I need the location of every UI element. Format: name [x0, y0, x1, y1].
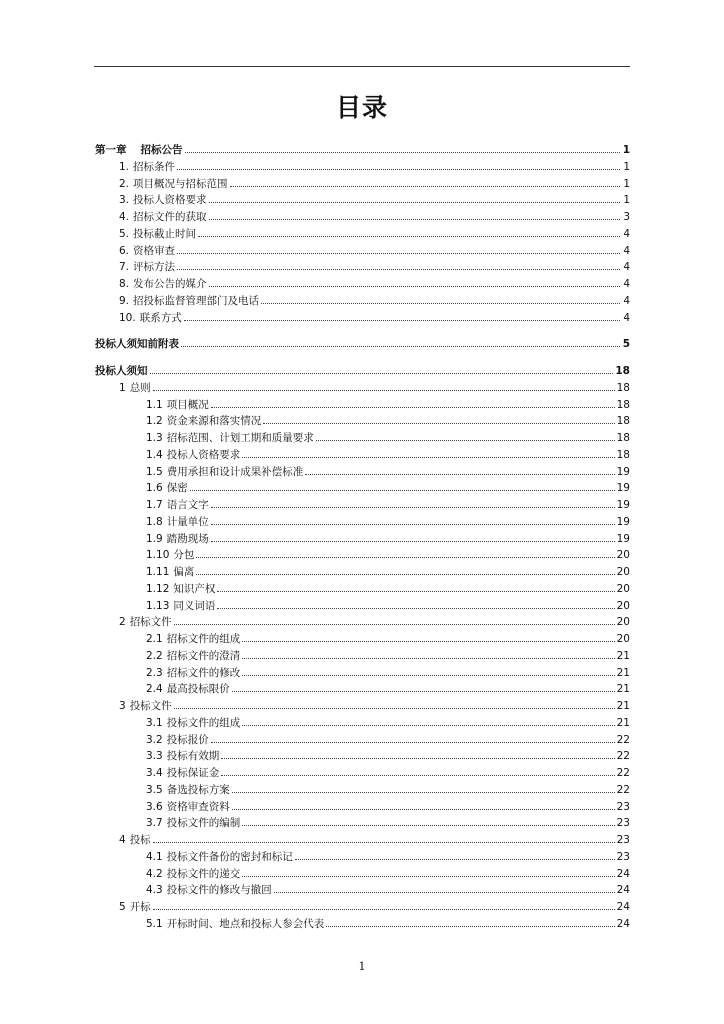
- toc-entry-title: 投标: [129, 834, 151, 846]
- toc-entry-title: 投标人须知前附表: [95, 338, 179, 351]
- page-title: 目录: [335, 93, 388, 122]
- toc-leader-dots: [263, 413, 614, 424]
- toc-entry-label: [146, 681, 230, 698]
- toc-leader-dots: [196, 564, 614, 575]
- toc-entry[interactable]: [95, 176, 630, 193]
- toc-leader-dots: [242, 715, 614, 726]
- toc-entry-page: 22: [616, 783, 630, 796]
- toc-entry-label: [119, 276, 207, 293]
- toc-entry-page: 4: [623, 261, 630, 274]
- toc-entry-title: 投标文件的递交: [166, 867, 241, 880]
- toc-entry-number: 3.7: [146, 817, 163, 830]
- toc-entry-page: 19: [616, 499, 630, 511]
- toc-entry-number: 3.2: [146, 733, 163, 746]
- toc-entry-number: 2.: [119, 177, 130, 190]
- toc-entry-number: 3.3: [146, 750, 163, 763]
- toc-entry[interactable]: [95, 598, 630, 615]
- page-number: 1: [358, 960, 366, 973]
- toc-leader-dots: [232, 782, 615, 793]
- toc-leader-dots: [242, 447, 614, 458]
- header-rule: [94, 66, 630, 67]
- toc-entry-page: 18: [616, 398, 630, 411]
- toc-entry[interactable]: [95, 397, 630, 414]
- toc-leader-dots: [198, 226, 620, 237]
- toc-entry-title: 投标人资格要求: [166, 448, 241, 461]
- toc-entry[interactable]: [95, 159, 630, 176]
- toc-entry-label: [146, 882, 272, 899]
- toc-entry[interactable]: [95, 732, 630, 749]
- toc-leader-dots: [209, 192, 620, 203]
- toc-entry-page: 19: [616, 482, 630, 495]
- toc-entry-number: 1.: [119, 160, 130, 173]
- toc-entry-title: 投标报价: [166, 733, 209, 746]
- toc-entry-label: [146, 732, 209, 749]
- toc-entry-title: 发布公告的媒介: [133, 278, 207, 290]
- toc-entry-number: 9.: [119, 294, 130, 307]
- toc-entry-title: 项目概况与招标范围: [133, 177, 228, 190]
- toc-entry-label: [146, 815, 240, 832]
- toc-entry-title: 投标保证金: [166, 767, 220, 779]
- toc-entry-title: 语言文字: [166, 499, 209, 511]
- toc-entry-page: 20: [616, 616, 630, 629]
- toc-entry-page: 19: [616, 465, 630, 478]
- toc-entry-page: 19: [616, 515, 630, 528]
- toc-entry-number: 1.8: [146, 515, 163, 528]
- toc-entry-label: [119, 832, 151, 849]
- toc-leader-dots: [153, 832, 615, 843]
- toc-entry[interactable]: [95, 142, 630, 159]
- toc-entry[interactable]: [95, 226, 630, 243]
- toc-leader-dots: [177, 243, 620, 254]
- toc-entry-page: 24: [616, 901, 630, 913]
- toc-entry-number: 4.1: [146, 850, 163, 863]
- toc-entry-title: 资金来源和落实情况: [166, 415, 262, 428]
- toc-entry-label: [146, 397, 209, 414]
- toc-entry-number: 3.5: [146, 783, 163, 796]
- toc-entry-label: [146, 581, 215, 598]
- toc-entry-number: 5.1: [146, 917, 163, 930]
- toc-entry-title: 保密: [166, 482, 188, 495]
- toc-entry[interactable]: [95, 665, 630, 682]
- toc-entry[interactable]: [95, 243, 630, 260]
- toc-entry-number: 4.2: [146, 867, 163, 880]
- toc-entry-title: 招标文件: [129, 616, 172, 629]
- toc-entry-title: 总则: [129, 381, 151, 394]
- toc-leader-dots: [232, 799, 615, 810]
- toc-entry-page: 23: [616, 817, 630, 830]
- toc-entry-page: 22: [616, 767, 630, 779]
- toc-leader-dots: [211, 732, 615, 743]
- toc-entry-title: 投标截止时间: [133, 227, 197, 240]
- toc-entry-number: 2.4: [146, 683, 163, 696]
- toc-entry-page: 23: [616, 834, 630, 846]
- toc-entry-title: 投标文件的组成: [166, 716, 241, 729]
- toc-entry-label: [146, 916, 324, 933]
- toc-entry-title: 招标文件的澄清: [166, 649, 241, 662]
- toc-entry-label: [146, 497, 209, 514]
- toc-leader-dots: [150, 363, 614, 374]
- toc-entry-title: 投标人须知: [95, 365, 148, 377]
- toc-entry-page: 24: [616, 917, 630, 930]
- toc-entry-number: 4.: [119, 211, 130, 223]
- toc-entry-label: [119, 243, 175, 260]
- toc-entry-number: 2: [119, 616, 126, 629]
- toc-entry-title: 招标文件的组成: [166, 633, 241, 645]
- toc-entry-page: 21: [616, 649, 630, 662]
- toc-entry[interactable]: [95, 276, 630, 293]
- toc-entry-title: 投标有效期: [166, 750, 220, 763]
- toc-entry-number: 7.: [119, 261, 130, 274]
- toc-entry-number: 5.: [119, 227, 130, 240]
- toc-entry[interactable]: [95, 614, 630, 631]
- toc-entry-page: 18: [616, 381, 630, 394]
- toc-entry-number: 2.2: [146, 649, 163, 662]
- toc-entry-page: 21: [616, 716, 630, 729]
- toc-entry[interactable]: [95, 815, 630, 832]
- toc-leader-dots: [185, 142, 621, 153]
- toc-entry-page: 20: [616, 633, 630, 645]
- toc-entry-title: 招标公告: [140, 144, 183, 156]
- toc-entry-label: [146, 464, 303, 481]
- toc-entry-page: 23: [616, 850, 630, 863]
- toc-entry-label: [146, 547, 194, 564]
- toc-entry-title: 招标文件的获取: [133, 211, 207, 223]
- toc-leader-dots: [242, 648, 614, 659]
- toc-leader-dots: [177, 259, 620, 270]
- toc-entry[interactable]: [95, 514, 630, 531]
- toc-leader-dots: [190, 480, 615, 491]
- toc-entry-title: 踏勘现场: [166, 532, 209, 545]
- toc-entry-title: 分包: [173, 549, 195, 562]
- toc-entry[interactable]: [95, 259, 630, 276]
- toc-entry[interactable]: [95, 849, 630, 866]
- toc-entry[interactable]: [95, 464, 630, 481]
- toc-entry-page: 4: [623, 294, 630, 307]
- toc-leader-dots: [177, 159, 620, 170]
- toc-leader-dots: [261, 293, 620, 304]
- toc-leader-dots: [305, 464, 614, 475]
- toc-entry-label: [146, 665, 240, 682]
- toc-entry-label: [119, 698, 172, 715]
- toc-entry[interactable]: [95, 698, 630, 715]
- toc-entry-title: 知识产权: [173, 582, 216, 595]
- toc-entry-label: [146, 799, 230, 816]
- toc-entry-number: 1.11: [146, 566, 170, 578]
- toc-leader-dots: [209, 276, 620, 287]
- toc-entry-page: 22: [616, 750, 630, 763]
- toc-entry-title: 评标方法: [133, 261, 176, 274]
- toc-entry-number: 3: [119, 700, 126, 712]
- toc-entry[interactable]: [95, 631, 630, 648]
- toc-entry-title: 最高投标限价: [166, 683, 230, 696]
- toc-entry-title: 投标文件: [129, 700, 172, 712]
- toc-entry-label: [119, 259, 175, 276]
- toc-entry-label: [146, 748, 219, 765]
- toc-entry-page: 20: [616, 566, 630, 578]
- toc-entry-number: 1.5: [146, 465, 163, 478]
- toc-leader-dots: [326, 916, 614, 927]
- toc-entry[interactable]: [95, 413, 630, 430]
- toc-entry[interactable]: [95, 497, 630, 514]
- toc-entry-number: 1.6: [146, 482, 163, 495]
- toc-entry[interactable]: [95, 531, 630, 548]
- toc-entry-number: 1.4: [146, 448, 163, 461]
- toc-leader-dots: [153, 899, 615, 910]
- toc-entry-page: 1: [623, 194, 630, 207]
- toc-entry[interactable]: [95, 447, 630, 464]
- toc-leader-dots: [184, 310, 620, 321]
- toc-entry-number: 6.: [119, 244, 130, 257]
- toc-entry-page: 21: [616, 700, 630, 712]
- toc-entry-title: 投标文件的修改与撤回: [166, 884, 272, 897]
- toc-entry[interactable]: [95, 832, 630, 849]
- toc-entry-page: 1: [623, 160, 630, 173]
- toc-entry-label: [146, 598, 215, 615]
- toc-entry[interactable]: [95, 363, 630, 380]
- toc-entry-page: 24: [616, 884, 630, 897]
- toc-entry-number: 4.3: [146, 884, 163, 897]
- toc-entry-number: 3.4: [146, 767, 163, 779]
- toc-entry-label: [95, 363, 148, 380]
- toc-entry[interactable]: [95, 209, 630, 226]
- toc-leader-dots: [230, 176, 620, 187]
- toc-entry-label: [146, 480, 188, 497]
- toc-entry-page: 18: [616, 415, 630, 428]
- toc-entry-page: 4: [623, 311, 630, 324]
- toc-entry-title: 项目概况: [166, 398, 209, 411]
- toc-entry-number: 1.3: [146, 432, 163, 444]
- toc-entry-label: [146, 631, 240, 648]
- toc-entry-label: [146, 531, 209, 548]
- toc-entry[interactable]: [95, 564, 630, 581]
- toc-entry-title: 招投标监督管理部门及电话: [133, 294, 260, 307]
- toc-entry-page: 19: [616, 532, 630, 545]
- toc-entry-label: [146, 866, 240, 883]
- toc-entry-page: 18: [616, 448, 630, 461]
- toc-entry-number: 8.: [119, 278, 130, 290]
- toc-entry-label: [119, 310, 182, 327]
- toc-entry-label: [146, 849, 293, 866]
- toc-entry-title: 费用承担和设计成果补偿标准: [166, 465, 304, 478]
- toc-leader-dots: [217, 598, 614, 609]
- toc-entry-number: 3.6: [146, 800, 163, 813]
- toc-entry-title: 招标范围、计划工期和质量要求: [166, 432, 314, 444]
- toc-gap: [95, 326, 630, 336]
- toc-entry-title: 招标文件的修改: [166, 666, 241, 679]
- toc-entry-label: [146, 648, 240, 665]
- toc-entry-page: 18: [616, 432, 630, 444]
- toc-entry[interactable]: [95, 192, 630, 209]
- toc-entry-title: 开标时间、地点和投标人参会代表: [166, 917, 325, 930]
- toc-entry-page: 4: [623, 278, 630, 290]
- toc-entry-number: 2.3: [146, 666, 163, 679]
- toc-entry[interactable]: [95, 748, 630, 765]
- toc-entry[interactable]: [95, 310, 630, 327]
- toc-leader-dots: [211, 497, 615, 508]
- toc-entry-title: 联系方式: [139, 311, 182, 324]
- toc-entry[interactable]: [95, 380, 630, 397]
- toc-leader-dots: [242, 631, 614, 642]
- toc-entry[interactable]: [95, 681, 630, 698]
- table-of-contents: [95, 142, 630, 933]
- toc-entry-page: 22: [616, 733, 630, 746]
- toc-entry-label: [146, 765, 219, 782]
- toc-entry[interactable]: [95, 899, 630, 916]
- toc-entry[interactable]: [95, 293, 630, 310]
- toc-entry-title: 备选投标方案: [166, 783, 230, 796]
- toc-entry-page: 4: [623, 244, 630, 257]
- toc-entry-label: [146, 514, 209, 531]
- toc-leader-dots: [316, 430, 615, 441]
- toc-entry[interactable]: [95, 715, 630, 732]
- toc-leader-dots: [211, 514, 615, 525]
- toc-gap: [95, 353, 630, 363]
- toc-leader-dots: [153, 380, 615, 391]
- toc-entry-number: 10.: [119, 311, 136, 324]
- toc-entry-number: 5: [119, 901, 126, 913]
- toc-entry-page: 1: [623, 177, 630, 190]
- toc-leader-dots: [174, 614, 615, 625]
- toc-entry-number: 第一章: [95, 144, 127, 156]
- toc-entry-label: [146, 782, 230, 799]
- toc-entry-page: 24: [616, 867, 630, 880]
- toc-entry[interactable]: [95, 782, 630, 799]
- toc-entry-label: [119, 176, 228, 193]
- toc-entry[interactable]: [95, 648, 630, 665]
- toc-entry-label: [119, 209, 207, 226]
- toc-entry[interactable]: [95, 799, 630, 816]
- toc-entry-page: 20: [616, 599, 630, 612]
- toc-leader-dots: [242, 815, 614, 826]
- toc-entry-label: [119, 159, 175, 176]
- toc-entry-title: 计量单位: [166, 515, 209, 528]
- toc-leader-dots: [221, 765, 614, 776]
- toc-entry-label: [95, 142, 183, 159]
- toc-entry-page: 20: [616, 549, 630, 562]
- toc-entry[interactable]: [95, 547, 630, 564]
- toc-leader-dots: [196, 547, 614, 558]
- toc-entry-title: 投标文件的编制: [166, 817, 241, 830]
- toc-entry-page: 18: [615, 365, 630, 377]
- toc-entry-label: [119, 614, 172, 631]
- toc-entry-number: 2.1: [146, 633, 163, 645]
- toc-leader-dots: [221, 748, 614, 759]
- toc-entry-label: [119, 192, 207, 209]
- toc-entry-page: 3: [623, 211, 630, 223]
- toc-entry-number: 3.1: [146, 716, 163, 729]
- toc-entry-page: 21: [616, 683, 630, 696]
- toc-entry[interactable]: [95, 430, 630, 447]
- toc-entry-page: 21: [616, 666, 630, 679]
- toc-entry-title: 投标文件备份的密封和标记: [166, 850, 293, 863]
- toc-entry-page: 4: [623, 227, 630, 240]
- toc-entry-title: 资格审查资料: [166, 800, 230, 813]
- toc-leader-dots: [174, 698, 615, 709]
- toc-entry-number: 1.13: [146, 599, 170, 612]
- toc-leader-dots: [211, 397, 615, 408]
- toc-entry-title: 资格审查: [133, 244, 176, 257]
- toc-entry-label: [119, 293, 259, 310]
- toc-entry-title: 同义词语: [173, 599, 216, 612]
- toc-entry[interactable]: [95, 765, 630, 782]
- toc-entry-label: [146, 564, 194, 581]
- toc-entry-label: [146, 430, 314, 447]
- toc-entry-title: 招标条件: [133, 160, 176, 173]
- toc-entry[interactable]: [95, 866, 630, 883]
- toc-entry-label: [95, 336, 179, 353]
- toc-entry-label: [119, 899, 151, 916]
- toc-entry-number: 1.12: [146, 582, 170, 595]
- toc-entry-title: 开标: [129, 901, 151, 913]
- toc-leader-dots: [295, 849, 615, 860]
- toc-entry-number: 3.: [119, 194, 130, 207]
- toc-entry[interactable]: [95, 916, 630, 933]
- toc-entry-number: 1.7: [146, 499, 163, 511]
- toc-entry-page: 20: [616, 582, 630, 595]
- toc-entry-number: 1.10: [146, 549, 170, 562]
- toc-entry-number: 1: [119, 381, 126, 394]
- toc-leader-dots: [242, 866, 614, 877]
- toc-entry-number: 1.9: [146, 532, 163, 545]
- toc-leader-dots: [274, 882, 615, 893]
- toc-leader-dots: [211, 531, 615, 542]
- toc-entry-number: 1.2: [146, 415, 163, 428]
- toc-entry-title: 投标人资格要求: [133, 194, 207, 207]
- toc-entry[interactable]: [95, 882, 630, 899]
- toc-leader-dots: [181, 336, 620, 347]
- toc-entry-title: 偏离: [173, 566, 195, 578]
- toc-entry-page: 1: [622, 144, 630, 156]
- toc-entry[interactable]: [95, 480, 630, 497]
- toc-leader-dots: [217, 581, 614, 592]
- toc-entry-label: [146, 413, 261, 430]
- toc-entry-label: [119, 226, 196, 243]
- toc-entry-page: 5: [622, 338, 630, 351]
- toc-leader-dots: [232, 681, 615, 692]
- toc-leader-dots: [242, 665, 614, 676]
- toc-entry[interactable]: [95, 336, 630, 353]
- toc-entry-number: 4: [119, 834, 126, 846]
- toc-leader-dots: [209, 209, 620, 220]
- toc-entry-label: [119, 380, 151, 397]
- toc-entry[interactable]: [95, 581, 630, 598]
- toc-entry-label: [146, 447, 240, 464]
- toc-entry-number: 1.1: [146, 398, 163, 411]
- toc-entry-page: 23: [616, 800, 630, 813]
- toc-entry-label: [146, 715, 240, 732]
